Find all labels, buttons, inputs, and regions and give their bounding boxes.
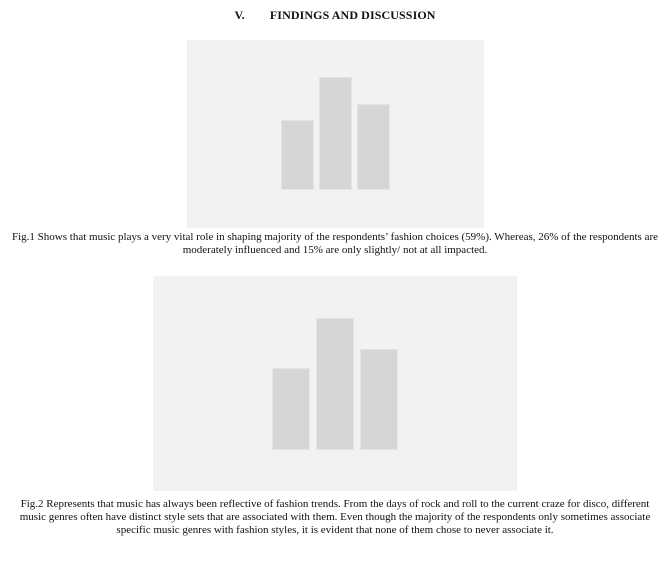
section-heading [0,8,670,23]
placeholder-bar-icon [272,368,310,450]
figure-1-image-placeholder [187,40,484,228]
figure-2-caption: Fig.2 Represents that music has always been reflective of fashion trends. From the days of rock and roll to the current craze for disco, different music genres often have distinct style sets that are associated with them. Even though the majority of the respondents only sometimes associate specific music genres with fashion styles, it is evident that none of them chose to never associate it. [19,498,651,536]
placeholder-bar-icon [357,104,390,190]
placeholder-bar-icon [360,349,398,450]
placeholder-bar-icon [316,318,354,450]
figure-1-caption: Fig.1 Shows that music plays a very vital role in shaping majority of the respondents’ fashion choices (59%). Whereas, 26% of the respondents are moderately influenced and 15% are only slightly/ not at all impacted. [12,231,658,256]
section-title: FINDINGS AND DISCUSSION [269,8,436,22]
placeholder-bar-icon [319,77,352,190]
figure-2-image-placeholder [153,276,517,491]
placeholder-bar-icon [281,120,314,190]
section-number: V. [234,8,245,22]
